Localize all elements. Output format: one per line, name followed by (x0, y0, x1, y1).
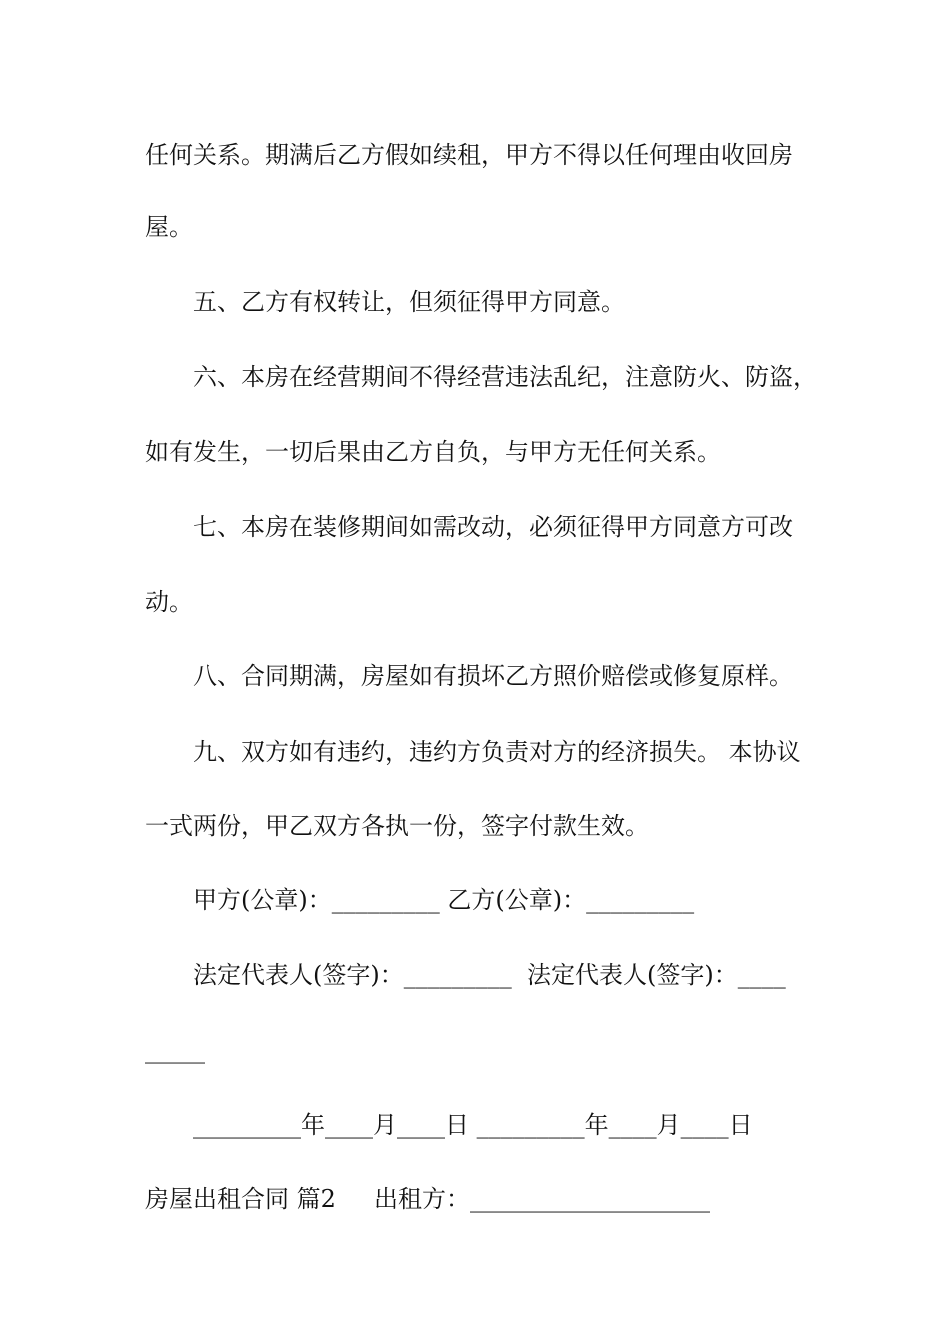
text-line: 屋。 (145, 213, 193, 241)
clause-5: 五、乙方有权转让，但须征得甲方同意。 (193, 288, 625, 316)
contract-2-heading: 房屋出租合同 篇2 出租方：____________________ (145, 1185, 711, 1213)
date-line: _________年____月____日 _________年____月____日 (193, 1111, 753, 1139)
seal-line: 甲方(公章)：_________ 乙方(公章)：_________ (193, 886, 695, 914)
text-line: 一式两份，甲乙双方各执一份，签字付款生效。 (145, 812, 649, 840)
signature-line: 法定代表人(签字)：_________ 法定代表人(签字)：____ (193, 961, 786, 989)
text-line: 如有发生，一切后果由乙方自负，与甲方无任何关系。 (145, 438, 721, 466)
signature-line-continued: _____ (145, 1036, 205, 1064)
clause-7: 七、本房在装修期间如需改动，必须征得甲方同意方可改 (193, 513, 793, 541)
clause-9: 九、双方如有违约，违约方负责对方的经济损失。 本协议 (193, 738, 801, 766)
clause-6: 六、本房在经营期间不得经营违法乱纪，注意防火、防盗， (193, 363, 817, 391)
clause-8: 八、合同期满，房屋如有损坏乙方照价赔偿或修复原样。 (193, 662, 793, 690)
text-line: 任何关系。期满后乙方假如续租，甲方不得以任何理由收回房 (145, 141, 793, 169)
text-line: 动。 (145, 588, 193, 616)
